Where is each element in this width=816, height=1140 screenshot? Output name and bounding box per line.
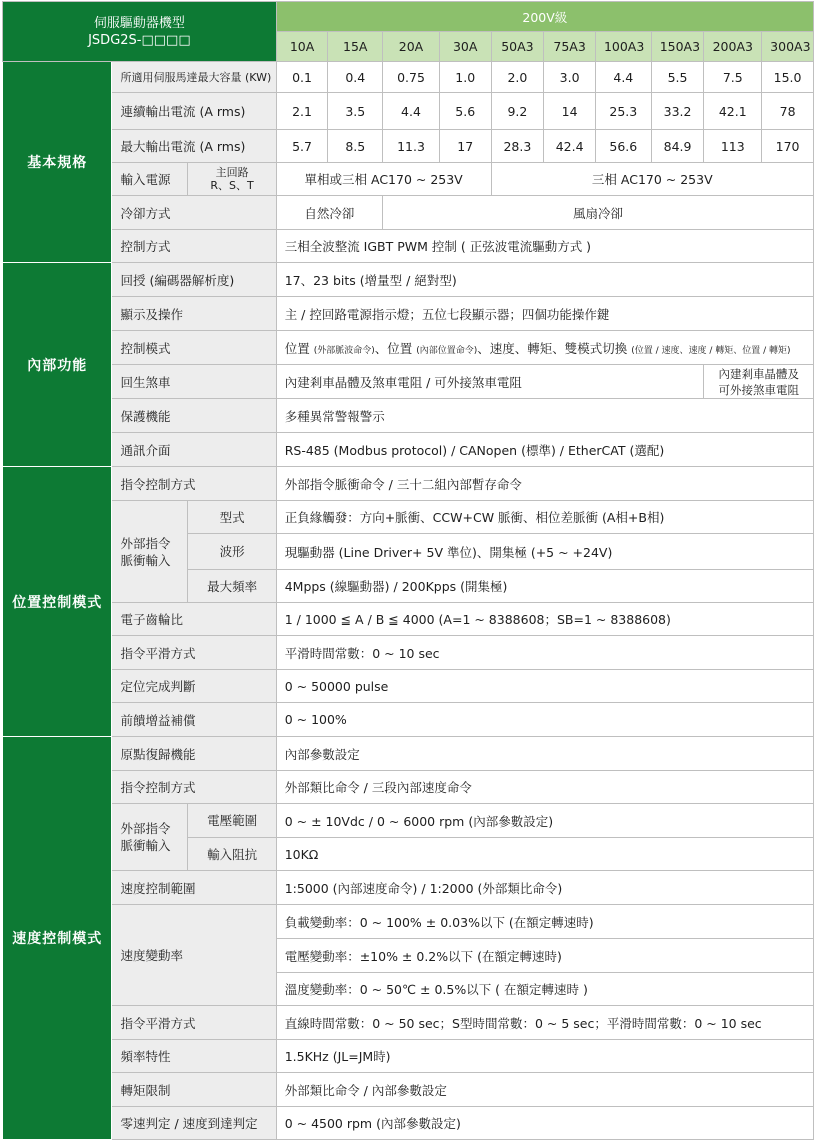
homing-row — [3, 737, 814, 771]
header-row-1 — [3, 2, 814, 32]
regen-row — [3, 365, 814, 399]
in-position-row — [3, 670, 814, 703]
pulse-type-row — [3, 501, 814, 534]
table-cell: 11.3 — [383, 130, 440, 163]
table-cell: 15.0 — [762, 62, 814, 93]
table-cell: 0.1 — [276, 62, 328, 93]
speed-smoothing-row — [3, 1006, 814, 1040]
row-label: 零速判定 / 速度到達判定 — [112, 1107, 276, 1140]
cooling-row — [3, 196, 814, 230]
row-label: 速度控制範圍 — [112, 871, 276, 905]
regen-note-line: 內建剎車晶體及 — [718, 366, 799, 381]
model-col: 75A3 — [544, 32, 596, 62]
table-cell: 170 — [762, 130, 814, 163]
table-cell: 0 ~ 4500 rpm (內部參數設定) — [276, 1107, 813, 1140]
table-cell: 33.2 — [651, 93, 704, 130]
table-cell: 內建剎車晶體及煞車電阻 / 可外接煞車電阻 — [276, 365, 704, 399]
table-cell: 3.5 — [328, 93, 383, 130]
table-cell: 3.0 — [544, 62, 596, 93]
sub-label: 電壓範圍 — [188, 804, 276, 838]
table-cell: 8.5 — [328, 130, 383, 163]
table-cell: 正負緣觸發：方向+脈衝、CCW+CW 脈衝、相位差脈衝 (A相+B相) — [276, 501, 813, 534]
table-cell: 5.7 — [276, 130, 328, 163]
speed-range-row — [3, 871, 814, 905]
table-cell: 14 — [544, 93, 596, 130]
row-label: 連續輸出電流 (A rms) — [112, 93, 276, 130]
table-cell: 4.4 — [383, 93, 440, 130]
row-label: 電子齒輪比 — [112, 603, 276, 636]
row-label: 指令平滑方式 — [112, 1006, 276, 1040]
row-label: 指令平滑方式 — [112, 636, 276, 670]
model-header-cell — [3, 2, 277, 62]
row-label: 速度變動率 — [112, 905, 276, 1006]
row-label: 最大輸出電流 (A rms) — [112, 130, 276, 163]
table-cell: 0.75 — [383, 62, 440, 93]
table-cell: 113 — [704, 130, 762, 163]
row-label-line: 外部指令 — [120, 535, 171, 551]
model-col: 100A3 — [595, 32, 651, 62]
table-cell: 42.4 — [544, 130, 596, 163]
table-cell: 主 / 控回路電源指示燈；五位七段顯示器；四個功能操作鍵 — [276, 297, 813, 331]
model-code: JSDG2S-□□□□ — [88, 32, 191, 48]
comm-row — [3, 433, 814, 467]
table-cell: 1 / 1000 ≦ A / B ≦ 4000 (A=1 ~ 8388608；SB=1 ~ 8388608) — [276, 603, 813, 636]
table-cell: 1:5000 (內部速度命令) / 1:2000 (外部類比命令) — [276, 871, 813, 905]
table-cell: 外部類比命令 / 三段內部速度命令 — [276, 771, 813, 804]
regen-note-line: 可外接煞車電阻 — [718, 382, 799, 397]
row-label: 控制模式 — [112, 331, 276, 365]
table-cell: 單相或三相 AC170 ~ 253V — [276, 163, 491, 196]
row-label-line: 脈衝輸入 — [120, 838, 171, 853]
table-cell: 17、23 bits (增量型 / 絕對型) — [276, 263, 813, 297]
row-label: 指令控制方式 — [112, 771, 276, 804]
capacity-row — [3, 62, 814, 93]
table-cell: 10KΩ — [276, 838, 813, 871]
gear-row — [3, 603, 814, 636]
sub-label: 最大頻率 — [188, 570, 276, 603]
table-cell: 2.0 — [491, 62, 544, 93]
row-label: 定位完成判斷 — [112, 670, 276, 703]
category-position: 位置控制模式 — [3, 467, 112, 737]
mode-text: 、位置 — [374, 340, 417, 356]
input-power-row — [3, 163, 814, 196]
table-cell: 56.6 — [595, 130, 651, 163]
model-col: 20A — [383, 32, 440, 62]
model-col: 30A — [439, 32, 491, 62]
category-internal: 內部功能 — [3, 263, 112, 467]
model-title: 伺服驅動器機型 — [93, 15, 185, 31]
mode-note: (內部位置命令) — [416, 345, 478, 356]
row-label-line: 外部指令 — [120, 821, 171, 836]
row-label: 原點復歸機能 — [112, 737, 276, 771]
table-cell: 溫度變動率：0 ~ 50℃ ± 0.5%以下 ( 在額定轉速時 ) — [276, 973, 813, 1006]
voltage-range-row — [3, 804, 814, 838]
row-label: 頻率特性 — [112, 1040, 276, 1073]
table-cell — [704, 365, 814, 399]
freq-row — [3, 1040, 814, 1073]
table-cell: 平滑時間常數：0 ~ 10 sec — [276, 636, 813, 670]
row-label: 前饋增益補償 — [112, 703, 276, 737]
mode-note: (位置 / 速度、速度 / 轉矩、位置 / 轉矩) — [631, 345, 791, 356]
pos-smoothing-row — [3, 636, 814, 670]
row-label: 通訊介面 — [112, 433, 276, 467]
control-method-row — [3, 230, 814, 263]
sub-label: 型式 — [188, 501, 276, 534]
row-label: 保護機能 — [112, 399, 276, 433]
sub-label: 輸入阻抗 — [188, 838, 276, 871]
model-col: 150A3 — [651, 32, 704, 62]
table-cell: 三相全波整流 IGBT PWM 控制 ( 正弦波電流驅動方式 ) — [276, 230, 813, 263]
table-cell: 5.5 — [651, 62, 704, 93]
feedback-row — [3, 263, 814, 297]
table-cell: 78 — [762, 93, 814, 130]
max-current-row — [3, 130, 814, 163]
model-col: 10A — [276, 32, 328, 62]
category-basic: 基本規格 — [3, 62, 112, 263]
table-cell: 風扇冷卻 — [383, 196, 814, 230]
display-row — [3, 297, 814, 331]
row-label: 指令控制方式 — [112, 467, 276, 501]
mode-text: 、速度、轉矩、雙模式切換 — [477, 340, 632, 356]
table-cell: 三相 AC170 ~ 253V — [491, 163, 813, 196]
model-col: 50A3 — [491, 32, 544, 62]
torque-limit-row — [3, 1073, 814, 1107]
row-label: 回授 (編碼器解析度) — [112, 263, 276, 297]
row-label: 轉矩限制 — [112, 1073, 276, 1107]
table-cell: 現驅動器 (Line Driver+ 5V 準位)、開集極 (+5 ~ +24V) — [276, 534, 813, 570]
row-label: 冷卻方式 — [112, 196, 276, 230]
sub-label-line: R、S、T — [210, 179, 254, 192]
row-label — [112, 501, 188, 603]
model-col: 15A — [328, 32, 383, 62]
table-cell: 外部類比命令 / 內部參數設定 — [276, 1073, 813, 1107]
model-col: 300A3 — [762, 32, 814, 62]
row-label: 輸入電源 — [112, 163, 188, 196]
table-cell: 1.0 — [439, 62, 491, 93]
table-cell: 0.4 — [328, 62, 383, 93]
voltage-class: 200V級 — [276, 2, 813, 32]
table-cell: 負載變動率：0 ~ 100% ± 0.03%以下 (在額定轉速時) — [276, 905, 813, 939]
row-label-line: 脈衝輸入 — [120, 552, 171, 568]
speed-cmd-row — [3, 771, 814, 804]
sub-label-line: 主回路 — [215, 166, 249, 179]
table-cell: 直線時間常數：0 ~ 50 sec；S型時間常數：0 ~ 5 sec；平滑時間常數：0 ~ 10 sec — [276, 1006, 813, 1040]
feedforward-row — [3, 703, 814, 737]
table-cell: 1.5KHz (JL=JM時) — [276, 1040, 813, 1073]
table-cell: 0 ~ ± 10Vdc / 0 ~ 6000 rpm (內部參數設定) — [276, 804, 813, 838]
sub-label: 波形 — [188, 534, 276, 570]
control-mode-row — [3, 331, 814, 365]
sub-label — [188, 163, 276, 196]
table-cell: 25.3 — [595, 93, 651, 130]
spec-table — [2, 1, 814, 1140]
table-cell: 4Mpps (線驅動器) / 200Kpps (開集極) — [276, 570, 813, 603]
row-label: 所適用伺服馬達最大容量 (KW) — [112, 62, 276, 93]
table-cell: RS-485 (Modbus protocol) / CANopen (標準) / EtherCAT (選配) — [276, 433, 813, 467]
table-cell: 28.3 — [491, 130, 544, 163]
mode-note: (外部脈波命令) — [313, 345, 375, 356]
table-cell: 0 ~ 100% — [276, 703, 813, 737]
table-cell: 9.2 — [491, 93, 544, 130]
table-cell: 2.1 — [276, 93, 328, 130]
table-cell: 4.4 — [595, 62, 651, 93]
table-cell: 電壓變動率：±10% ± 0.2%以下 (在額定轉速時) — [276, 939, 813, 973]
model-col: 200A3 — [704, 32, 762, 62]
zero-speed-row — [3, 1107, 814, 1140]
continuous-current-row — [3, 93, 814, 130]
table-cell: 0 ~ 50000 pulse — [276, 670, 813, 703]
table-cell: 外部指令脈衝命令 / 三十二組內部暫存命令 — [276, 467, 813, 501]
table-cell: 42.1 — [704, 93, 762, 130]
row-label: 回生煞車 — [112, 365, 276, 399]
mode-text: 位置 — [284, 340, 314, 356]
table-cell — [276, 331, 813, 365]
protection-row — [3, 399, 814, 433]
table-cell: 多種異常警報警示 — [276, 399, 813, 433]
pos-cmd-row — [3, 467, 814, 501]
table-cell: 自然冷卻 — [276, 196, 382, 230]
table-cell: 17 — [439, 130, 491, 163]
row-label — [112, 804, 188, 871]
table-cell: 5.6 — [439, 93, 491, 130]
row-label: 控制方式 — [112, 230, 276, 263]
fluctuation-row-1 — [3, 905, 814, 939]
row-label: 顯示及操作 — [112, 297, 276, 331]
category-speed: 速度控制模式 — [3, 737, 112, 1140]
table-cell: 7.5 — [704, 62, 762, 93]
table-cell: 84.9 — [651, 130, 704, 163]
table-cell: 內部參數設定 — [276, 737, 813, 771]
